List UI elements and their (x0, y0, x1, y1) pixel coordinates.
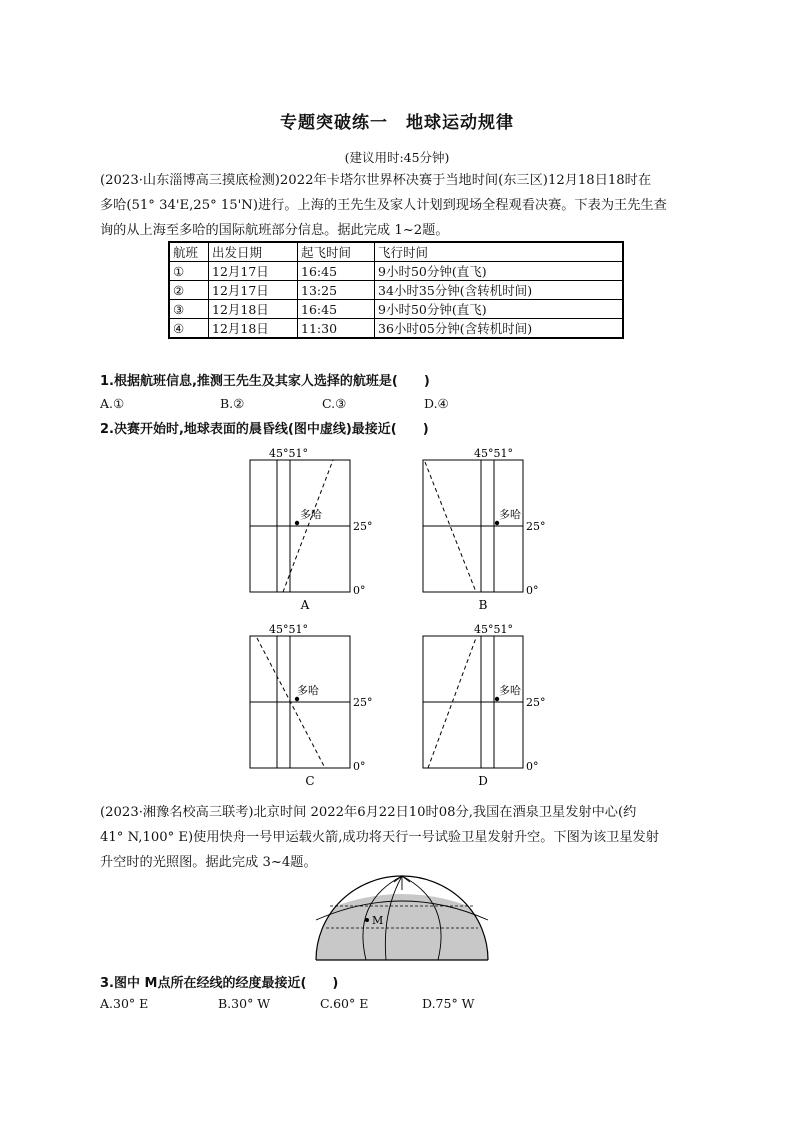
col-header: 航班 (169, 242, 209, 262)
lat-label-25: 25° (526, 520, 546, 533)
lat-label-0: 0° (526, 584, 539, 597)
intro-1-line-1: (2023·山东淄博高三摸底检测)2022年卡塔尔世界杯决赛于当地时间(东三区)12月18日18时在 (100, 173, 652, 188)
terminator-line (428, 638, 476, 768)
lat-label-25: 25° (353, 696, 373, 709)
col-header: 飞行时间 (375, 242, 624, 262)
lon-label: 45°51° (474, 447, 513, 460)
intro-1-line-2: 多哈(51° 34'E,25° 15'N)进行。上海的王先生及家人计划到现场全程观看决赛。下表为王先生查 (100, 198, 667, 213)
question-3-stem: 3.图中 M点所在经线的经度最接近( ) (100, 976, 339, 991)
question-2-stem: 2.决赛开始时,地球表面的晨昏线(图中虚线)最接近( ) (100, 422, 429, 437)
city-label: 多哈 (499, 684, 521, 697)
doha-point (495, 521, 499, 525)
doha-point (295, 697, 299, 701)
lon-label: 45°51° (269, 447, 308, 460)
table-cell: 12月18日 (209, 300, 298, 319)
option-d[interactable]: D.75° W (422, 996, 475, 1011)
city-label: 多哈 (300, 508, 322, 521)
intro-1-line-3: 询的从上海至多哈的国际航班部分信息。据此完成 1~2题。 (100, 223, 449, 238)
intro-2-line-3: 升空时的光照图。据此完成 3~4题。 (100, 855, 317, 870)
option-b[interactable]: B.30° W (218, 996, 271, 1011)
option-d[interactable]: D.④ (424, 396, 449, 411)
city-label: 多哈 (499, 508, 521, 521)
suggested-time: (建议用时:45分钟) (344, 150, 450, 165)
page-title: 专题突破练一 地球运动规律 (280, 113, 514, 133)
panel-label: A (300, 598, 310, 612)
intro-2-line-1: (2023·湘豫名校高三联考)北京时间 2022年6月22日10时08分,我国在酒泉卫星发射中心(约 (100, 805, 637, 820)
option-b[interactable]: B.② (220, 396, 245, 411)
terminator-figure-b (418, 444, 558, 614)
col-header: 出发日期 (209, 242, 298, 262)
terminator-line (425, 462, 476, 592)
table-cell: 12月17日 (209, 281, 298, 300)
doha-point (295, 521, 299, 525)
table-cell: ③ (169, 300, 209, 319)
terminator-figure-a (245, 444, 385, 614)
table-cell: 36小时05分钟(含转机时间) (375, 319, 624, 339)
table-row (169, 300, 623, 319)
table-cell: 12月18日 (209, 319, 298, 339)
flight-table (168, 241, 624, 339)
table-header-row (169, 242, 623, 262)
terminator-figure-c (245, 620, 385, 790)
lat-label-0: 0° (353, 760, 366, 773)
terminator-figure-d (418, 620, 558, 790)
illumination-diagram (312, 872, 492, 964)
lon-label: 45°51° (474, 623, 513, 636)
option-a[interactable]: A.① (100, 396, 125, 411)
intro-paragraph-1 (100, 168, 696, 243)
intro-2-line-2: 41° N,100° E)使用快舟一号甲运载火箭,成功将天行一号试验卫星发射升空。下图为该卫星发射 (100, 830, 659, 845)
table-cell: 16:45 (298, 262, 375, 281)
night-area (312, 894, 492, 964)
lat-label-25: 25° (353, 520, 373, 533)
lat-label-0: 0° (526, 760, 539, 773)
table-cell: 9小时50分钟(直飞) (375, 300, 624, 319)
table-cell: ④ (169, 319, 209, 339)
table-cell: ② (169, 281, 209, 300)
panel-label: C (305, 774, 315, 788)
table-row (169, 319, 623, 339)
table-cell: ① (169, 262, 209, 281)
table-row (169, 262, 623, 281)
table-cell: 34小时35分钟(含转机时间) (375, 281, 624, 300)
point-m-label: M (372, 914, 384, 927)
option-a[interactable]: A.30° E (100, 996, 149, 1011)
panel-label: B (478, 598, 488, 612)
option-c[interactable]: C.60° E (320, 996, 369, 1011)
table-cell: 13:25 (298, 281, 375, 300)
lon-label: 45°51° (269, 623, 308, 636)
doha-point (495, 697, 499, 701)
table-row (169, 281, 623, 300)
city-label: 多哈 (297, 684, 319, 697)
table-cell: 11:30 (298, 319, 375, 339)
table-cell: 16:45 (298, 300, 375, 319)
lat-label-0: 0° (353, 584, 366, 597)
point-m (365, 918, 369, 922)
intro-paragraph-2 (100, 800, 696, 875)
option-c[interactable]: C.③ (322, 396, 347, 411)
table-cell: 12月17日 (209, 262, 298, 281)
terminator-line (257, 638, 325, 768)
lat-label-25: 25° (526, 696, 546, 709)
panel-label: D (478, 774, 488, 788)
question-1-stem: 1.根据航班信息,推测王先生及其家人选择的航班是( ) (100, 374, 430, 389)
col-header: 起飞时间 (298, 242, 375, 262)
table-cell: 9小时50分钟(直飞) (375, 262, 624, 281)
